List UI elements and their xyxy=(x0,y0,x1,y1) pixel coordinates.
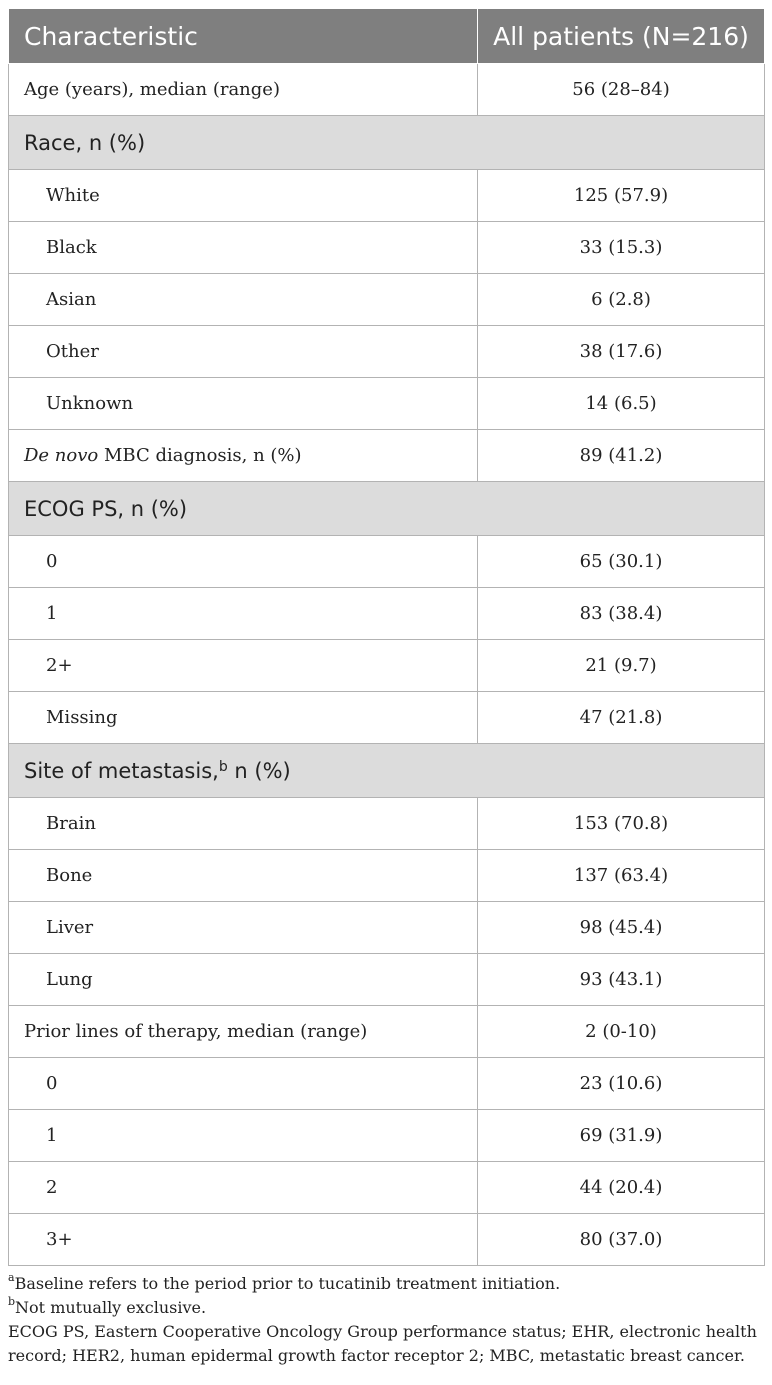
row-value: 47 (21.8) xyxy=(478,692,765,744)
row-label xyxy=(9,430,478,482)
row-label: Brain xyxy=(9,798,478,850)
header-all-patients: All patients (N=216) xyxy=(478,9,765,64)
row-label: 2 xyxy=(9,1162,478,1214)
row-value: 2 (0-10) xyxy=(478,1006,765,1058)
row-value: 56 (28–84) xyxy=(478,64,765,116)
footnote-b-mark: b xyxy=(8,1295,16,1308)
footnote-a-mark: a xyxy=(8,1271,15,1284)
row-value: 65 (30.1) xyxy=(478,536,765,588)
footnote-abbreviations: ECOG PS, Eastern Cooperative Oncology Group performance status; EHR, electronic health record; HER2, human epidermal growth factor receptor 2; MBC, metastatic breast cancer. xyxy=(8,1322,757,1365)
section-race-label: Race, n (%) xyxy=(9,116,765,170)
table-row xyxy=(9,640,765,692)
table-row xyxy=(9,954,765,1006)
table-row xyxy=(9,1006,765,1058)
footnote-b-text: Not mutually exclusive. xyxy=(15,1298,207,1317)
de-novo-italic: De novo xyxy=(24,445,99,466)
row-label: Missing xyxy=(9,692,478,744)
table-header-row xyxy=(9,9,765,64)
row-label: Asian xyxy=(9,274,478,326)
table-row xyxy=(9,850,765,902)
table-row xyxy=(9,1162,765,1214)
row-label: Black xyxy=(9,222,478,274)
row-value: 44 (20.4) xyxy=(478,1162,765,1214)
table-row xyxy=(9,692,765,744)
row-label: 0 xyxy=(9,1058,478,1110)
row-value: 14 (6.5) xyxy=(478,378,765,430)
footnote-b xyxy=(8,1296,768,1320)
row-value: 93 (43.1) xyxy=(478,954,765,1006)
row-label: 1 xyxy=(9,588,478,640)
row-value: 83 (38.4) xyxy=(478,588,765,640)
row-label: Other xyxy=(9,326,478,378)
row-value: 6 (2.8) xyxy=(478,274,765,326)
row-value: 98 (45.4) xyxy=(478,902,765,954)
table-row xyxy=(9,326,765,378)
row-value: 80 (37.0) xyxy=(478,1214,765,1266)
row-value: 38 (17.6) xyxy=(478,326,765,378)
row-value: 69 (31.9) xyxy=(478,1110,765,1162)
section-ecog-label: ECOG PS, n (%) xyxy=(9,482,765,536)
row-label: White xyxy=(9,170,478,222)
table-row xyxy=(9,274,765,326)
table-row xyxy=(9,64,765,116)
row-label: Unknown xyxy=(9,378,478,430)
table-row xyxy=(9,170,765,222)
row-label: Liver xyxy=(9,902,478,954)
section-header-row xyxy=(9,482,765,536)
table-row xyxy=(9,902,765,954)
row-value: 33 (15.3) xyxy=(478,222,765,274)
row-label: 0 xyxy=(9,536,478,588)
section-header-row xyxy=(9,116,765,170)
table-row xyxy=(9,430,765,482)
header-characteristic: Characteristic xyxy=(9,9,478,64)
table-row xyxy=(9,1058,765,1110)
row-label: Lung xyxy=(9,954,478,1006)
row-label: Age (years), median (range) xyxy=(9,64,478,116)
row-value: 89 (41.2) xyxy=(478,430,765,482)
table-row xyxy=(9,1214,765,1266)
table-row xyxy=(9,378,765,430)
row-value: 21 (9.7) xyxy=(478,640,765,692)
baseline-characteristics-table xyxy=(8,8,765,1266)
table-row xyxy=(9,798,765,850)
site-footnote-mark: b xyxy=(218,758,228,775)
table-row xyxy=(9,1110,765,1162)
section-site-label xyxy=(9,744,765,798)
row-value: 125 (57.9) xyxy=(478,170,765,222)
site-label-pre: Site of metastasis, xyxy=(24,758,219,783)
row-value: 153 (70.8) xyxy=(478,798,765,850)
table-row xyxy=(9,588,765,640)
de-novo-rest: MBC diagnosis, n (%) xyxy=(98,445,302,466)
table-footnotes xyxy=(8,1272,768,1368)
table-row xyxy=(9,536,765,588)
row-label: 2+ xyxy=(9,640,478,692)
footnote-a xyxy=(8,1272,768,1296)
row-value: 137 (63.4) xyxy=(478,850,765,902)
row-label: 3+ xyxy=(9,1214,478,1266)
table-row xyxy=(9,222,765,274)
row-label: 1 xyxy=(9,1110,478,1162)
site-label-post: n (%) xyxy=(227,758,291,783)
row-label: Bone xyxy=(9,850,478,902)
row-label: Prior lines of therapy, median (range) xyxy=(9,1006,478,1058)
footnote-a-text: Baseline refers to the period prior to tucatinib treatment initiation. xyxy=(14,1274,561,1293)
row-value: 23 (10.6) xyxy=(478,1058,765,1110)
section-header-row xyxy=(9,744,765,798)
